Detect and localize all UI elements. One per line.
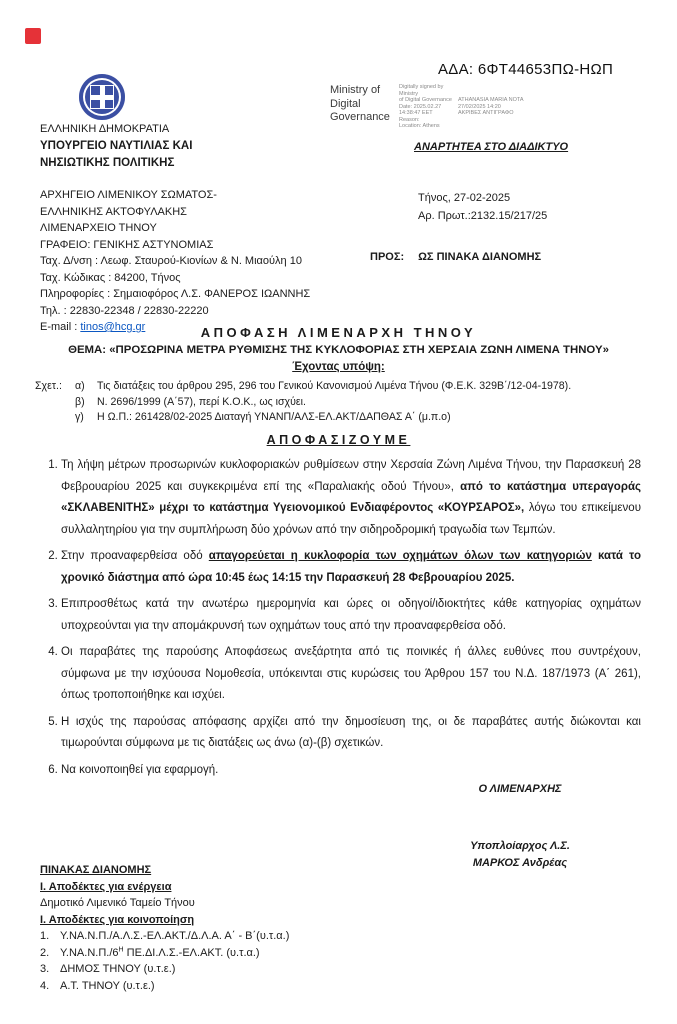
recipient-line [370, 251, 541, 263]
recipient-label: ΠΡΟΣ: [370, 251, 405, 263]
text-line: Ministry of [330, 84, 381, 96]
text-line: 27/02/2025 14:20 [458, 103, 501, 110]
text-line: ΕΛΛΗΝΙΚΗΣ ΑΚΤΟΦΥΛΑΚΗΣ [40, 205, 187, 218]
distribution-section1-item: Δημοτικό Λιμενικό Ταμείο Τήνου [40, 897, 195, 909]
reference-row: γ) Η Ω.Π.: 261428/02-2025 Διαταγή ΥΝΑΝΠ/ΑΛΣ-ΕΛ.ΑΚΤ/ΔΑΠΘΑΣ Α΄ (μ.π.ο) [75, 411, 451, 423]
protocol-number: Αρ. Πρωτ.:2132.15/217/25 [418, 210, 548, 222]
text-line: Ταχ. Κώδικας : 84200, Τήνος [40, 271, 181, 284]
text-line: ΑΚΡΙΒΕΣ ΑΝΤΙΓΡΑΦΟ [458, 110, 514, 116]
distribution-table [40, 862, 370, 994]
text-line: ΓΡΑΦΕΙΟ: ΓΕΝΙΚΗΣ ΑΣΤΥΝΟΜΙΑΣ [40, 238, 214, 251]
place-date: Τήνος, 27-02-2025 [418, 192, 511, 204]
red-marker-icon [25, 28, 41, 44]
decision-item: 1. Τη λήψη μέτρων προσωρινών κυκλοφοριακών ρυθμίσεων στην Χερσαία Ζώνη Λιμένα Τήνου, την Παρασκευή 28 Φεβρουαρίου 2025 και συγκεκριμένα επί της «Παραλιακής οδού Τήνου», από το κατάστημα υπεραγοράς «ΣΚΛΑΒΕΝΙΤΗΣ» μέχρι το κατάστημα Υγειονομικού Ενδιαφέροντος «ΚΟΥΡΣΑΡΟΣ», λόγω του επικείμενου συλλαλητηρίου για την συμπλήρωση δύο χρόνων από την σιδηροδρομική τραγωδία των Τεμπών. [61, 455, 641, 541]
subject-line: ΘΕΜΑ: «ΠΡΟΣΩΡΙΝΑ ΜΕΤΡΑ ΡΥΘΜΙΣΗΣ ΤΗΣ ΚΥΚΛΟΦΟΡΙΑΣ ΣΤΗ ΧΕΡΣΑΙΑ ΖΩΝΗ ΛΙΜΕΝΑ ΤΗΝΟΥ» [68, 344, 609, 356]
distribution-item: 4. Α.Τ. ΤΗΝΟΥ (υ.τ.ε.) [40, 979, 155, 992]
distribution-section2-items [40, 928, 370, 994]
certified-copy-stamp [458, 97, 538, 117]
text-line: ΑΡΧΗΓΕΙΟ ΛΙΜΕΝΙΚΟΥ ΣΩΜΑΤΟΣ- [40, 189, 217, 201]
signatory-name-block [440, 838, 600, 872]
decision-item: 4. Οι παραβάτες της παρούσης Αποφάσεως ανεξάρτητα από τις ποινικές ή άλλες ευθύνες που συντρέχουν, σύμφωνα με την ισχύουσα Νομοθεσία, υπόκεινται στις κυρώσεις του Άρθρου 157 του Ν.Δ. 187/1973 (Α΄ 261), όπως τροποποιήθηκε και ισχύει. [61, 642, 641, 707]
text-line: of Digital Governance [399, 97, 452, 103]
text-line: 14:38:47 EET [399, 110, 433, 116]
ministry-line-1: ΥΠΟΥΡΓΕΙΟ ΝΑΥΤΙΛΙΑΣ ΚΑΙ [40, 140, 193, 152]
text-line: ΛΙΜΕΝΑΡΧΕΙΟ ΤΗΝΟΥ [40, 222, 157, 234]
web-posting-label: ΑΝΑΡΤΗΤΕΑ ΣΤΟ ΔΙΑΔΙΚΤΥΟ [414, 141, 569, 153]
text-line: Reason: [399, 116, 420, 123]
distribution-section1-heading: Ι. Αποδέκτες για ενέργεια [40, 880, 172, 893]
signatory-name: ΜΑΡΚΟΣ Ανδρέας [472, 857, 568, 869]
decision-item: 2. Στην προαναφερθείσα οδό απαγορεύεται η κυκλοφορία των οχημάτων όλων των κατηγοριών κατά το χρονικό διάστημα από ώρα 10:45 έως 14:15 την Παρασκευή 28 Φεβρουαρίου 2025. [61, 546, 641, 589]
text-line: Digitally signed by Ministry [399, 84, 444, 97]
text-line: Date: 2025.02.27 [399, 103, 442, 110]
distribution-section2-heading: Ι. Αποδέκτες για κοινοποίηση [40, 913, 195, 926]
republic-line: ΕΛΛΗΝΙΚΗ ΔΗΜΟΚΡΑΤΙΑ [40, 123, 170, 135]
decide-heading: ΑΠΟΦΑΣΙΖΟΥΜΕ [266, 433, 411, 447]
digital-signature-stamp [399, 84, 457, 130]
sender-address-block [40, 187, 310, 336]
text-line: Τηλ. : 22830-22348 / 22830-22220 [40, 304, 209, 317]
ministry-line-2: ΝΗΣΙΩΤΙΚΗΣ ΠΟΛΙΤΙΚΗΣ [40, 157, 175, 169]
signatory-role: Ο ΛΙΜΕΝΑΡΧΗΣ [478, 783, 562, 795]
text-line: Digital [330, 97, 361, 110]
distribution-heading: ΠΙΝΑΚΑΣ ΔΙΑΝΟΜΗΣ [40, 864, 152, 876]
reference-row: β) Ν. 2696/1999 (Α΄57), περί Κ.Ο.Κ., ως ισχύει. [75, 395, 306, 408]
republic-header [40, 121, 192, 172]
greek-national-emblem-icon [79, 74, 125, 120]
reference-row: Σχετ.: α) Τις διατάξεις του άρθρου 295, 296 του Γενικού Κανονισμού Λιμένα Τήνου (Φ.Ε.Κ. 329Β΄/12-04-1978). [35, 380, 572, 392]
having-regard-heading: Έχοντας υπόψη: [292, 361, 385, 373]
decision-title: ΑΠΟΦΑΣΗ ΛΙΜΕΝΑΡΧΗ ΤΗΝΟΥ [200, 325, 477, 340]
ada-code: ΑΔΑ: 6ΦΤ44653ΠΩ-ΗΩΠ [438, 61, 614, 78]
decision-item: 5. Η ισχύς της παρούσας απόφασης αρχίζει από την δημοσίευση της, οι δε παραβάτες αυτής διώκονται και τιμωρούνται σύμφωνα με τις διατάξεις ως άνω (α)-(β) σχετικών. [61, 712, 641, 755]
decision-item: 6. Να κοινοποιηθεί για εφαρμογή. [61, 760, 641, 782]
distribution-item: 3. ΔΗΜΟΣ ΤΗΝΟΥ (υ.τ.ε.) [40, 963, 176, 975]
email-link[interactable]: tinos@hcg.gr [80, 321, 146, 333]
emblem-cross-shield [90, 85, 114, 109]
signatory-rank: Υποπλοίαρχος Λ.Σ. [470, 840, 570, 852]
distribution-item: 1. Υ.ΝΑ.Ν.Π./Α.Λ.Σ.-ΕΛ.ΑΚΤ./Δ.Λ.Α. Α΄ - Β΄(υ.τ.α.) [40, 930, 290, 942]
decisions-list [40, 455, 641, 781]
digital-governance-label [330, 84, 390, 125]
decisions-block [40, 455, 641, 786]
date-protocol-block [418, 189, 547, 225]
text-line: Πληροφορίες : Σημαιοφόρος Λ.Σ. ΦΑΝΕΡΟΣ ΙΩΑΝΝΗΣ [40, 288, 311, 300]
email-label: E-mail : [40, 321, 81, 333]
recipient-value: ΩΣ ΠΙΝΑΚΑ ΔΙΑΝΟΜΗΣ [418, 251, 542, 263]
text-line: Ταχ. Δ/νση : Λεωφ. Σταυρού-Κιονίων & Ν. Μιαούλη 10 [40, 255, 302, 267]
text-line: Governance [330, 111, 390, 123]
distribution-item: 2. $\Upsilon.NA.N.\Pi./6^H$ ΠΕ.ΔΙ.Λ.Σ.-ΕΛ.ΑΚΤ. (υ.τ.α.) [40, 945, 260, 959]
decision-item: 3. Επιπροσθέτως κατά την ανωτέρω ημερομηνία και ώρες οι οδηγοί/ιδιοκτήτες κάθε κατηγορίας οχημάτων υποχρεούνται για την απομάκρυνσή των οχημάτων τους από την προαναφερθείσα οδό. [61, 594, 641, 637]
sender-lines [40, 187, 310, 319]
text-line: ATHANASIA MARIA NOTA [458, 97, 524, 103]
references-list [35, 379, 645, 426]
text-line: Location: Athens [399, 123, 440, 129]
